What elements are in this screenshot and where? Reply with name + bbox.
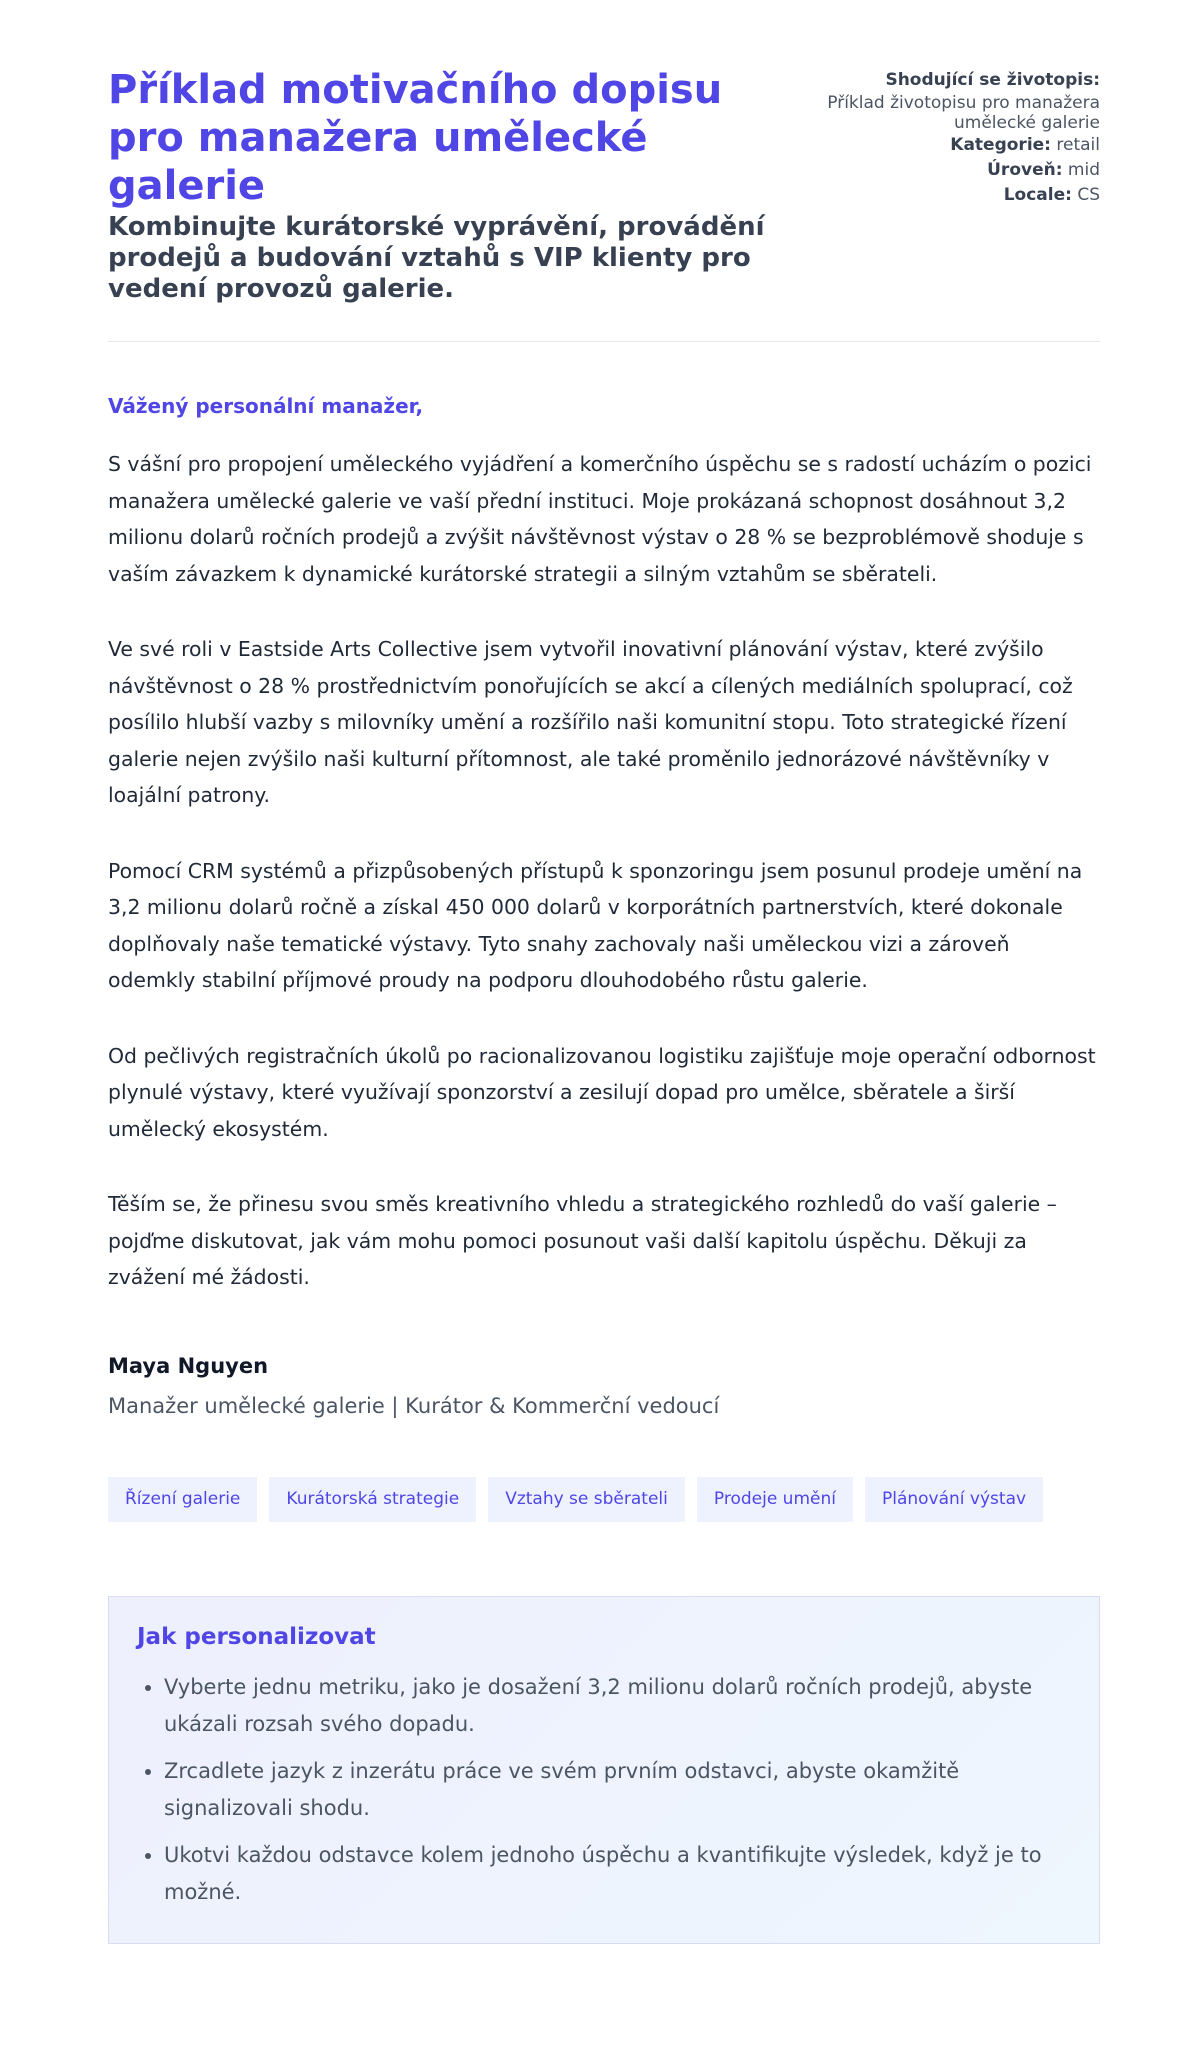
meta-level [820,158,1100,183]
tips-item: • Vyberte jednu metriku, jako je dosažení 3,2 milionu dolarů ročních prodejů, abyste ukázali rozsah svého dopadu. [164,1669,1071,1743]
letter-paragraph: Od pečlivých registračních úkolů po racionalizovanou logistiku zajišťuje moje operační odbornost plynulé výstavy, které využívají sponzorství a zesilují dopad pro umělce, sběratele a širší umělecký ekosystém. [108,1043,1096,1141]
meta-match-link[interactable]: Příklad životopisu pro manažera umělecké galerie [827,93,1100,133]
signature-role: Manažer umělecké galerie | Kurátor & Kommerční vedoucí [108,1393,720,1418]
meta-level-label: Úroveň: [987,160,1063,180]
skill-tags [108,1477,1100,1522]
meta-category-label: Kategorie: [950,135,1051,155]
meta-locale-label: Locale: [1003,185,1072,205]
meta-level-value: mid [1067,160,1100,180]
signature-name: Maya Nguyen [108,1353,269,1378]
personalize-tips-box [108,1596,1100,1944]
meta-panel [820,66,1100,208]
header [108,66,1100,305]
letter-paragraph: Těším se, že přinesu svou směs kreativního vhledu a strategického rozhledů do vaší galerie – pojďme diskutovat, jak vám mohu pomoci posunout vaši další kapitolu úspěchu. Děkuji za zvážení mé žádosti. [108,1192,1057,1289]
tips-item: • Zrcadlete jazyk z inzerátu práce ve svém prvním odstavci, abyste okamžitě signalizovali shodu. [164,1753,1071,1827]
letter-paragraph: S vášní pro propojení uměleckého vyjádření a komerčního úspěchu se s radostí ucházím o pozici manažera umělecké galerie ve vaší přední instituci. Moje prokázaná schopnost dosáhnout 3,2 milionu dolarů ročních prodejů a zvýšit návštěvnost výstav o 28 % se bezproblémově shoduje s vaším závazkem k dynamické kurátorské strategii a silným vztahům se sběrateli. [108,452,1092,586]
meta-match [820,68,1100,133]
tips-list [137,1669,1071,1911]
skill-tag[interactable]: Kurátorská strategie [269,1477,476,1522]
letter-paragraph: Pomocí CRM systémů a přizpůsobených přístupů k sponzoringu jsem posunul prodeje umění na 3,2 milionu dolarů ročně a získal 450 000 dolarů v korporátních partnerstvích, které dokonale doplňovaly naše tematické výstavy. Tyto snahy zachovaly naši uměleckou vizi a zároveň odemkly stabilní příjmové proudy na podporu dlouhodobého růstu galerie. [108,858,1083,992]
skill-tag[interactable]: Prodeje umění [697,1477,853,1522]
header-divider [108,341,1100,342]
letter-greeting: Vážený personální manažer, [108,394,424,418]
skill-tag[interactable]: Vztahy se sběrateli [488,1477,685,1522]
meta-locale-value: CS [1077,185,1100,205]
letter-paragraph: Ve své roli v Eastside Arts Collective jsem vytvořil inovativní plánování výstav, které zvýšilo návštěvnost o 28 % prostřednictvím ponořujících se akcí a cílených mediálních spoluprací, což posílilo hlubší vazby s milovníky umění a rozšířilo naši komunitní stopu. Toto strategické řízení galerie nejen zvýšilo naši kulturní přítomnost, ale také proměnilo jednorázové návštěvníky v loajální patrony. [108,637,1073,807]
page-subtitle: Kombinujte kurátorské vyprávění, provádění prodejů a budování vztahů s VIP klienty pro vedení provozů galerie. [108,212,765,304]
skill-tag[interactable]: Plánování výstav [865,1477,1043,1522]
header-left [108,66,788,305]
page-title: Příklad motivačního dopisu pro manažera umělecké galerie [108,67,723,209]
meta-category [820,133,1100,158]
meta-match-label: Shodující se životopis: [885,70,1100,90]
letter-body [108,446,1100,1296]
meta-category-value: retail [1056,135,1100,155]
meta-locale [820,183,1100,208]
skill-tag[interactable]: Řízení galerie [108,1477,257,1522]
tips-title: Jak personalizovat [137,1623,376,1650]
tips-item: • Ukotvi každou odstavce kolem jednoho úspěchu a kvantifikujte výsledek, když je to možné. [164,1837,1071,1911]
cover-letter-page [108,66,1100,1944]
